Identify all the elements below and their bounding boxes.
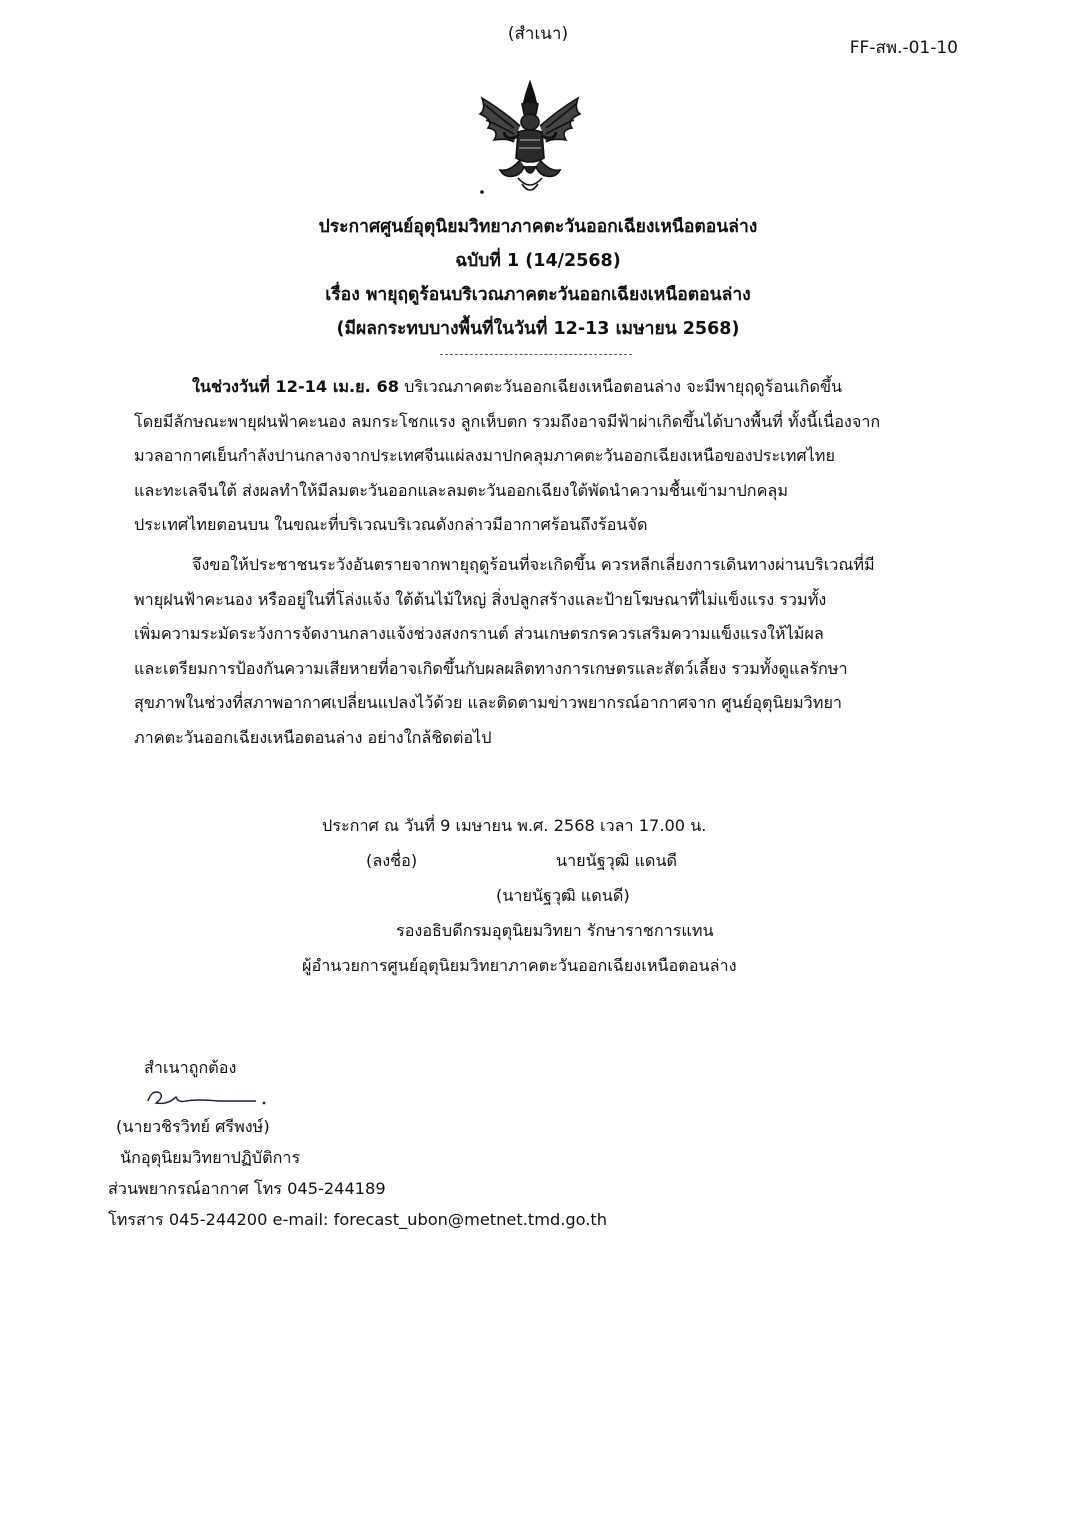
paragraph-line: เพิ่มความระมัดระวังการจัดงานกลางแจ้งช่วงสงกรานต์ ส่วนเกษตรกรควรเสริมความแข็งแรงให้ไม้ผล <box>134 624 824 643</box>
handwritten-signature-icon <box>138 1083 278 1111</box>
copier-title: นักอุตุนิยมวิทยาปฏิบัติการ <box>120 1148 301 1167</box>
document-title <box>0 210 1076 346</box>
certified-copy-label: สำเนาถูกต้อง <box>144 1058 237 1077</box>
signed-label: (ลงชื่อ) <box>366 851 418 870</box>
contact-fax-email: โทรสาร 045-244200 e-mail: forecast_ubon@metnet.tmd.go.th <box>108 1210 608 1229</box>
certification-footer <box>108 1052 607 1235</box>
title-line-2: ฉบับที่ 1 (14/2568) <box>455 251 621 271</box>
paragraph-line: จึงขอให้ประชาชนระวังอันตรายจากพายุฤดูร้อนที่จะเกิดขึ้น ควรหลีกเลี่ยงการเดินทางผ่านบริเวณที่มี <box>192 555 875 574</box>
signed-name: นายนัฐวุฒิ แดนดี <box>556 851 678 870</box>
paragraph-line: พายุฝนฟ้าคะนอง หรืออยู่ในที่โล่งแจ้ง ใต้ต้นไม้ใหญ่ สิ่งปลูกสร้างและป้ายโฆษณาที่ไม่แข็งแรง รวมทั้ง <box>134 589 827 609</box>
title-divider <box>440 354 632 355</box>
signer-position-1: รองอธิบดีกรมอุตุนิยมวิทยา รักษาราชการแทน <box>396 921 714 940</box>
paragraph-advice <box>134 548 944 755</box>
paragraph-line: และเตรียมการป้องกันความเสียหายที่อาจเกิดขึ้นกับผลผลิตทางการเกษตรและสัตว์เลี้ยง รวมทั้งดูแลรักษา <box>134 658 848 678</box>
title-line-4: (มีผลกระทบบางพื้นที่ในวันที่ 12-13 เมษายน 2568) <box>336 319 740 339</box>
announcement-date: ประกาศ ณ วันที่ 9 เมษายน พ.ศ. 2568 เวลา 17.00 น. <box>322 816 707 835</box>
paragraph-line: ประเทศไทยตอนบน ในขณะที่บริเวณบริเวณดังกล่าวมีอากาศร้อนถึงร้อนจัด <box>134 515 648 534</box>
paragraph-line <box>134 370 944 405</box>
paragraph-line: มวลอากาศเย็นกำลังปานกลางจากประเทศจีนแผ่ลงมาปกคลุมภาคตะวันออกเฉียงเหนือของประเทศไทย <box>134 446 835 465</box>
title-line-1: ประกาศศูนย์อุตุนิยมวิทยาภาคตะวันออกเฉียงเหนือตอนล่าง <box>318 217 758 237</box>
copy-mark: (สำเนา) <box>507 24 569 44</box>
contact-phone: ส่วนพยากรณ์อากาศ โทร 045-244189 <box>108 1179 386 1198</box>
signer-position-2: ผู้อำนวยการศูนย์อุตุนิยมวิทยาภาคตะวันออกเฉียงเหนือตอนล่าง <box>302 956 737 975</box>
title-line-3: เรื่อง พายุฤดูร้อนบริเวณภาคตะวันออกเฉียงเหนือตอนล่าง <box>325 285 751 305</box>
signature-block <box>300 808 820 983</box>
paragraph-line: โดยมีลักษณะพายุฝนฟ้าคะนอง ลมกระโชกแรง ลูกเห็บตก รวมถึงอาจมีฟ้าผ่าเกิดขึ้นได้บางพื้นที่ ทั้งนี้เนื่องจาก <box>134 411 881 431</box>
paragraph-line: และทะเลจีนใต้ ส่งผลทำให้มีลมตะวันออกและลมตะวันออกเฉียงใต้พัดนำความชื้นเข้ามาปกคลุม <box>134 480 788 500</box>
form-code: FF-สพ.-01-10 <box>849 38 958 58</box>
copier-name: (นายวชิรวิทย์ ศรีพงษ์) <box>116 1117 270 1136</box>
paragraph-forecast <box>134 370 944 543</box>
signed-row <box>300 843 820 878</box>
paragraph-line: สุขภาพในช่วงที่สภาพอากาศเปลี่ยนแปลงไว้ด้วย และติดตามข่าวพยากรณ์อากาศจาก ศูนย์อุตุนิยมวิทยา <box>134 693 843 712</box>
signer-name-parenthetical: (นายนัฐวุฒิ แดนดี) <box>496 886 630 905</box>
line-text: บริเวณภาคตะวันออกเฉียงเหนือตอนล่าง จะมีพายุฤดูร้อนเกิดขึ้น <box>398 377 843 396</box>
garuda-emblem-icon <box>474 80 586 198</box>
lead-date-text: ในช่วงวันที่ 12-14 เม.ย. 68 <box>192 377 399 396</box>
paragraph-line: ภาคตะวันออกเฉียงเหนือตอนล่าง อย่างใกล้ชิดต่อไป <box>134 727 492 747</box>
